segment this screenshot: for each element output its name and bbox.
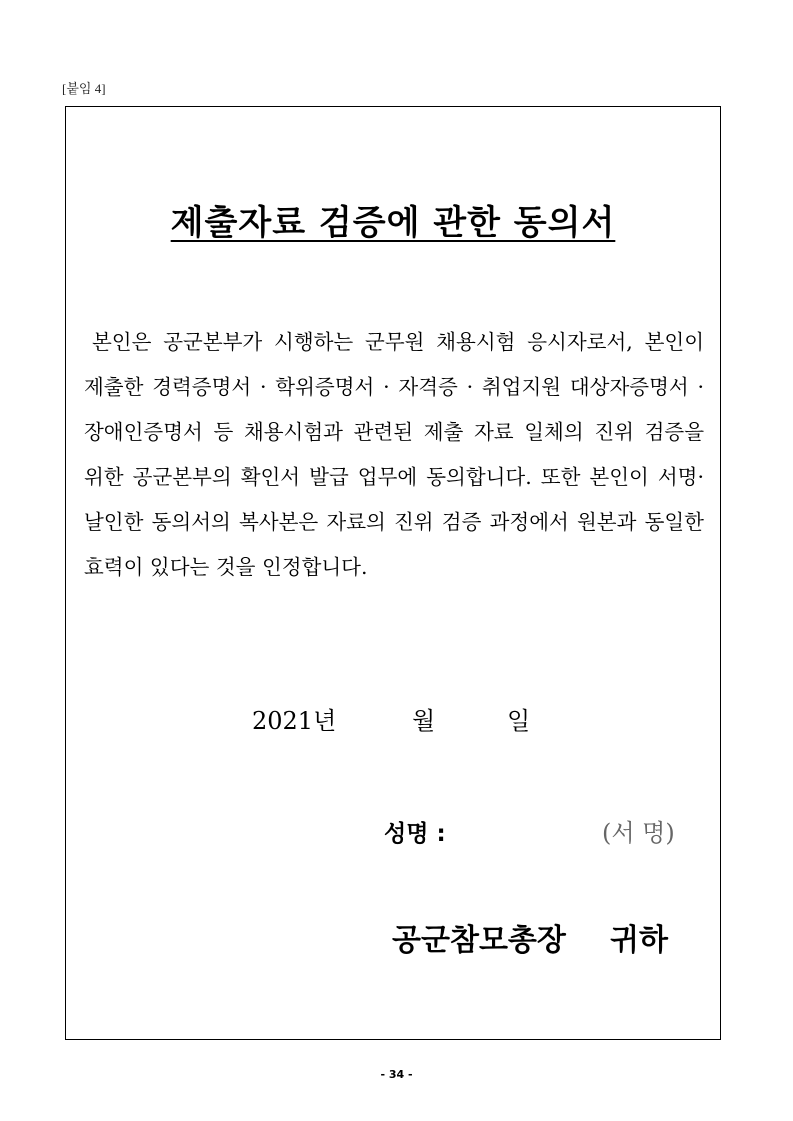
document-title [66,195,720,244]
date-day: 일 [507,707,531,735]
signature-placeholder: (서 명) [602,819,675,847]
signature-label: 성명 : [384,821,446,847]
document-title-text: 제출자료 검증에 관한 동의서 [170,203,616,243]
date-line [252,701,530,736]
date-year: 2021년 [252,707,337,735]
date-month: 월 [412,707,436,735]
recipient-line [392,915,668,959]
consent-form-frame [65,106,721,1040]
page-number: - 34 - [380,1068,413,1081]
recipient-honorific: 귀하 [610,923,668,958]
attachment-label: [붙임 4] [62,81,106,96]
consent-body-text: 본인은 공군본부가 시행하는 군무원 채용시험 응시자로서, 본인이 제출한 경력증명서 · 학위증명서 · 자격증 · 취업지원 대상자증명서 · 장애인증명서 등 채용시험과 관련된 제출 자료 일체의 진위 검증을 위한 공군본부의 확인서 발급 업무에 동의합니다. 또한 본인이 서명·날인한 동의서의 복사본은 자료의 진위 검증 과정에서 원본과 동일한 효력이 있다는 것을 인정합니다. [84,330,704,579]
recipient-organization: 공군참모총장 [392,923,566,958]
signature-line [384,813,675,848]
